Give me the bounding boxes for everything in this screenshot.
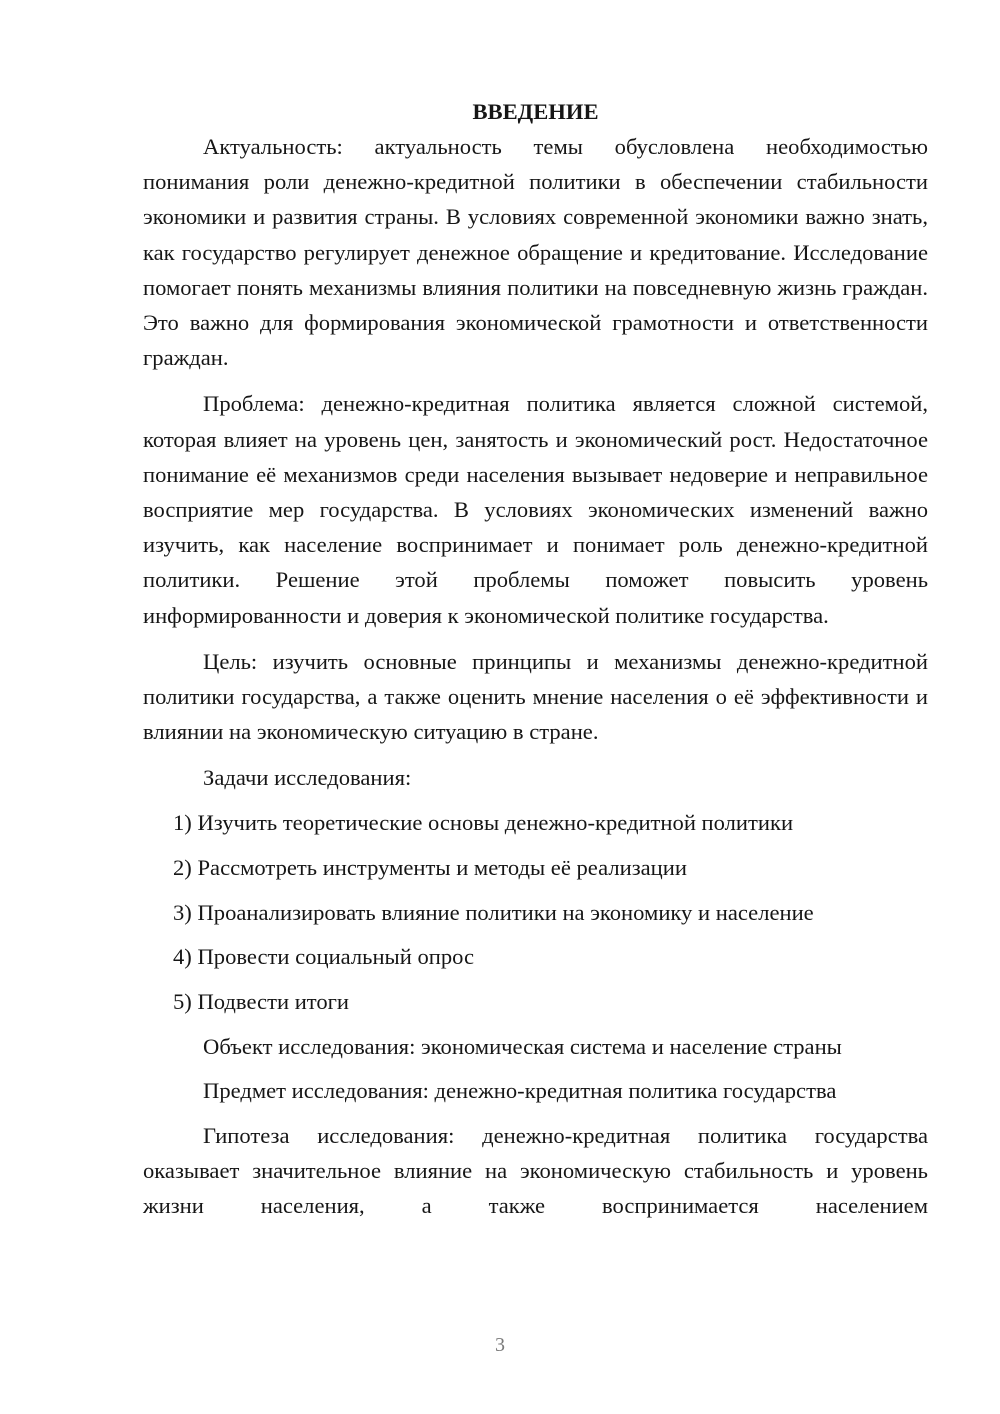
problem-paragraph: Проблема: денежно-кредитная политика является сложной системой, которая влияет на уровень цен, занятость и экономический рост. Недостаточное понимание её механизмов среди населения вызывает недоверие и неправильное восприятие мер государства. В условиях экономических изменений важно изучить, как население воспринимает и понимает роль денежно-кредитной политики. Решение этой проблемы поможет повысить уровень информированности и доверия к экономической политике государства. (143, 391, 928, 628)
object-line: Объект исследования: экономическая система и население страны (203, 1033, 842, 1059)
list-item: 4) Провести социальный опрос (173, 944, 475, 970)
tasks-heading: Задачи исследования: (203, 765, 412, 791)
relevance-paragraph: Актуальность: актуальность темы обусловлена необходимостью понимания роли денежно-кредитной политики в обеспечении стабильности экономики и развития страны. В условиях современной экономики важно знать, как государство регулирует денежное обращение и кредитование. Исследование помогает понять механизмы влияния политики на повседневную жизнь граждан. Это важно для формирования экономической грамотности и ответственности граждан. (143, 134, 928, 371)
tasks-list (143, 805, 928, 1019)
list-item: 3) Проанализировать влияние политики на экономику и население (173, 899, 814, 925)
subject-line: Предмет исследования: денежно-кредитная политика государства (203, 1078, 837, 1104)
page-title: ВВЕДЕНИЕ (472, 99, 599, 124)
list-item: 2) Рассмотреть инструменты и методы её реализации (173, 854, 687, 880)
goal-paragraph: Цель: изучить основные принципы и механизмы денежно-кредитной политики государства, а также оценить мнение населения о её эффективности и влиянии на экономическую ситуацию в стране. (143, 648, 928, 745)
hypothesis-paragraph: Гипотеза исследования: денежно-кредитная политика государства оказывает значительное влияние на экономическую стабильность и уровень жизни населения, а также воспринимается населением (143, 1123, 928, 1219)
list-item: 1) Изучить теоретические основы денежно-кредитной политики (173, 810, 794, 836)
page-number: 3 (495, 1334, 505, 1356)
list-item: 5) Подвести итоги (173, 988, 350, 1014)
document-body (143, 94, 928, 1235)
